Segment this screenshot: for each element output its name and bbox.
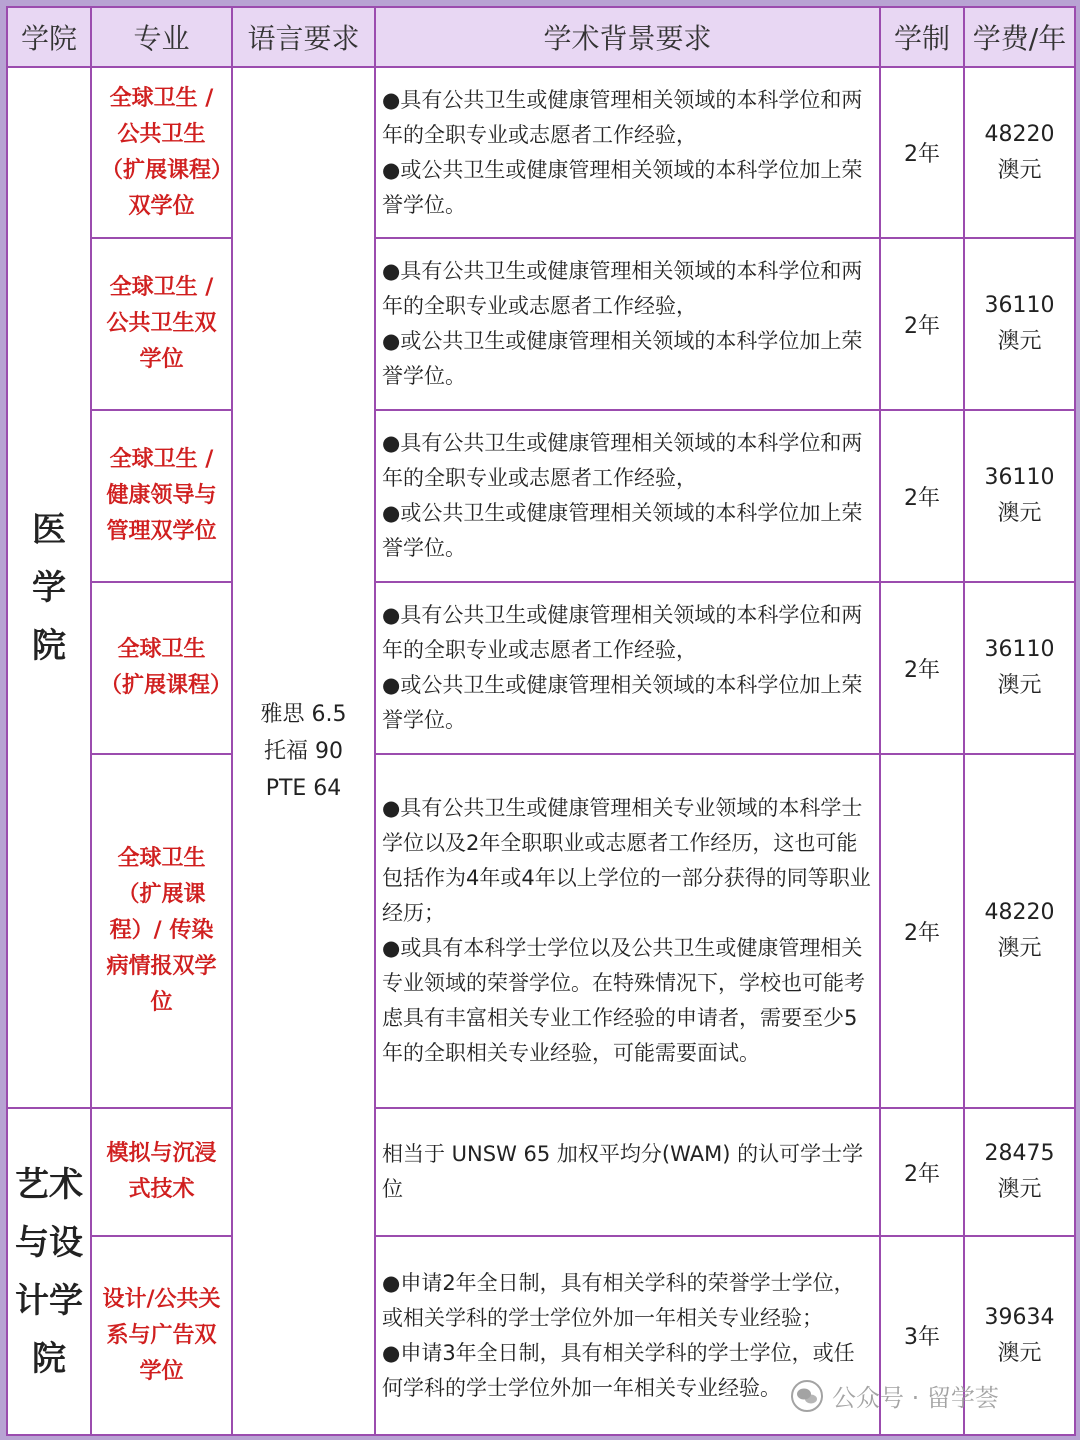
requirement-item: ●或公共卫生或健康管理相关领域的本科学位加上荣誉学位。 [382,673,863,732]
header-major: 专业 [91,7,232,67]
tuition-fee [964,582,1075,754]
major-name: 模拟与沉浸式技术 [91,1108,232,1236]
college-char: 院 [32,1338,66,1379]
college-char: 计学 [15,1280,83,1321]
major-name: 设计/公共关系与广告双学位 [91,1236,232,1435]
fee-unit: 澳元 [997,501,1042,526]
ielts-score: 雅思 6.5 [260,701,347,727]
duration: 2年 [880,754,964,1108]
fee-amount: 28475 [984,1141,1055,1166]
requirement-item: ●或具有本科学士学位以及公共卫生或健康管理相关专业领域的荣誉学位。在特殊情况下，学校也可能考虑具有丰富相关专业工作经验的申请者，需要至少5年的全职相关专业经验，可能需要面试。 [382,936,865,1065]
college-medicine [7,67,91,1108]
header-college: 学院 [7,7,91,67]
table-row [7,1108,1075,1236]
table-row [7,238,1075,410]
fee-unit: 澳元 [997,1340,1042,1366]
background-requirement [375,238,880,410]
fee-amount: 36110 [984,465,1055,490]
tuition-fee [964,67,1075,238]
college-char: 学 [32,567,66,608]
requirement-item: ●或公共卫生或健康管理相关领域的本科学位加上荣誉学位。 [382,329,863,388]
fee-amount: 48220 [984,900,1055,925]
table-row [7,410,1075,582]
background-requirement [375,582,880,754]
requirement-item: ●或公共卫生或健康管理相关领域的本科学位加上荣誉学位。 [382,501,863,560]
fee-unit: 澳元 [997,1177,1042,1202]
tuition-fee [964,410,1075,582]
requirement-item: ●或公共卫生或健康管理相关领域的本科学位加上荣誉学位。 [382,157,863,217]
major-name: 全球卫生 / 公共卫生（扩展课程）双学位 [91,67,232,238]
tuition-fee [964,1108,1075,1236]
duration: 2年 [880,582,964,754]
background-requirement [375,1108,880,1236]
major-name: 全球卫生（扩展课程）/ 传染病情报双学位 [91,754,232,1108]
fee-unit: 澳元 [997,329,1042,354]
college-char: 院 [32,625,66,666]
requirement-item: ●具有公共卫生或健康管理相关领域的本科学位和两年的全职专业或志愿者工作经验， [382,431,863,490]
header-duration: 学制 [880,7,964,67]
major-name: 全球卫生（扩展课程） [91,582,232,754]
duration: 2年 [880,410,964,582]
fee-amount: 36110 [984,637,1055,662]
table-row [7,582,1075,754]
requirement-item: ●具有公共卫生或健康管理相关专业领域的本科学士学位以及2年全职职业或志愿者工作经历，这也可能包括作为4年或4年以上学位的一部分获得的同等职业经历； [382,796,871,925]
duration: 3年 [880,1236,964,1435]
table-frame [6,6,1074,1434]
background-requirement [375,67,880,238]
table-row [7,67,1075,238]
requirement-item: ●申请2年全日制，具有相关学科的荣誉学士学位，或相关学科的学士学位外加一年相关专业经验； [382,1270,855,1330]
program-table [6,6,1076,1436]
duration: 2年 [880,67,964,238]
background-requirement [375,410,880,582]
requirement-item: ●具有公共卫生或健康管理相关领域的本科学位和两年的全职专业或志愿者工作经验， [382,259,863,318]
language-requirement [232,67,375,1435]
college-art-design [7,1108,91,1435]
header-background: 学术背景要求 [375,7,880,67]
major-name: 全球卫生 / 健康领导与管理双学位 [91,410,232,582]
duration: 2年 [880,1108,964,1236]
major-name: 全球卫生 / 公共卫生双学位 [91,238,232,410]
tuition-fee [964,238,1075,410]
header-fee: 学费/年 [964,7,1075,67]
fee-amount: 39634 [984,1304,1055,1330]
requirement-item: ●具有公共卫生或健康管理相关领域的本科学位和两年的全职专业或志愿者工作经验， [382,87,863,147]
fee-unit: 澳元 [997,673,1042,698]
requirement-item: ●申请3年全日制，具有相关学科的学士学位，或任何学科的学士学位外加一年相关专业经验。 [382,1340,855,1400]
header-language: 语言要求 [232,7,375,67]
watermark [790,1378,999,1413]
requirement-item: 相当于 UNSW 65 加权平均分(WAM) 的认可学士学位 [382,1142,864,1201]
toefl-score: 托福 90 [264,738,343,764]
fee-unit: 澳元 [997,936,1042,961]
college-char: 艺术 [15,1164,83,1205]
wechat-icon [790,1379,824,1413]
college-char: 医 [32,509,66,550]
fee-unit: 澳元 [997,157,1042,183]
fee-amount: 48220 [984,121,1055,147]
watermark-text: 公众号 · 留学荟 [832,1384,999,1412]
header-row [7,7,1075,67]
tuition-fee [964,754,1075,1108]
duration: 2年 [880,238,964,410]
fee-amount: 36110 [984,293,1055,318]
college-char: 与设 [15,1222,83,1263]
background-requirement [375,754,880,1108]
pte-score: PTE 64 [265,775,342,801]
table-row [7,754,1075,1108]
requirement-item: ●具有公共卫生或健康管理相关领域的本科学位和两年的全职专业或志愿者工作经验， [382,603,863,662]
